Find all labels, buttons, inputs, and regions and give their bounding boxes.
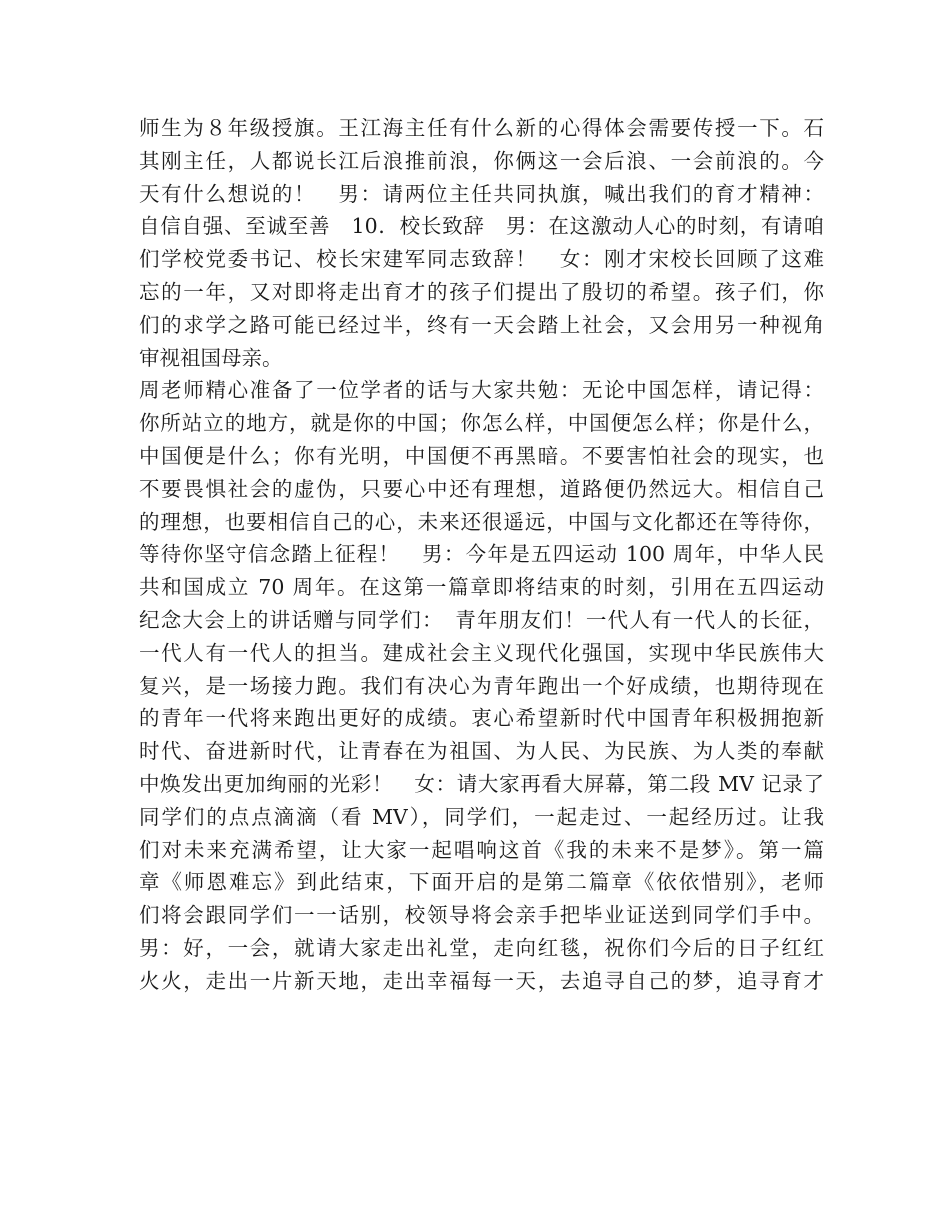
text-line: 审视祖国母亲。 — [139, 345, 283, 370]
text-line: 们的求学之路可能已经过半，终有一天会踏上社会，又会用另一种视角 — [139, 312, 824, 337]
text-line: 忘的一年，又对即将走出育才的孩子们提出了殷切的希望。孩子们，你 — [139, 279, 824, 304]
text-line: 火火，走出一片新天地，走出幸福每一天，去追寻自己的梦，追寻育才 — [139, 968, 824, 993]
text-line: 们将会跟同学们一一话别，校领导将会亲手把毕业证送到同学们手中。 — [139, 903, 824, 928]
text-line: 时代、奋进新时代，让青春在为祖国、为人民、为民族、为人类的奉献 — [139, 739, 824, 764]
text-line: 中焕发出更加绚丽的光彩！ 女：请大家再看大屏幕，第二段 MV 记录了 — [139, 771, 824, 796]
text-line: 中国便是什么；你有光明，中国便不再黑暗。不要害怕社会的现实，也 — [139, 443, 824, 468]
text-line: 们对未来充满希望，让大家一起唱响这首《我的未来不是梦》。第一篇 — [139, 837, 824, 862]
text-line: 男：好，一会，就请大家走出礼堂，走向红毯，祝你们今后的日子红红 — [139, 935, 824, 960]
text-line: 师生为８年级授旗。王江海主任有什么新的心得体会需要传授一下。石 — [139, 116, 824, 140]
text-line: 的青年一代将来跑出更好的成绩。衷心希望新时代中国青年积极拥抱新 — [139, 706, 824, 731]
text-line: 你所站立的地方，就是你的中国；你怎么样，中国便怎么样；你是什么， — [139, 411, 824, 436]
text-line: 自信自强、至诚至善 10．校长致辞 男：在这激动人心的时刻，有请咱 — [139, 214, 824, 239]
text-line: 其刚主任，人都说长江后浪推前浪，你俩这一会后浪、一会前浪的。今 — [139, 148, 824, 173]
text-line: 一代人有一代人的担当。建成社会主义现代化强国，实现中华民族伟大 — [139, 640, 824, 665]
text-line: 的理想，也要相信自己的心，未来还很遥远，中国与文化都还在等待你， — [139, 509, 824, 534]
text-line: 们学校党委书记、校长宋建军同志致辞！ 女：刚才宋校长回顾了这难 — [139, 247, 824, 272]
text-line: 等待你坚守信念踏上征程！ 男：今年是五四运动 100 周年，中华人民 — [139, 542, 824, 567]
text-line: 同学们的点点滴滴（看 MV），同学们，一起走过、一起经历过。让我 — [139, 804, 824, 829]
text-line: 不要畏惧社会的虚伪，只要心中还有理想，道路便仍然远大。相信自己 — [139, 476, 824, 501]
text-line: 章《师恩难忘》到此结束，下面开启的是第二篇章《依依惜别》，老师 — [139, 870, 824, 895]
text-line: 复兴，是一场接力跑。我们有决心为青年跑出一个好成绩，也期待现在 — [139, 673, 824, 698]
text-line: 纪念大会上的讲话赠与同学们： 青年朋友们！一代人有一代人的长征， — [139, 607, 824, 632]
body-text — [139, 112, 824, 998]
text-line: 共和国成立 70 周年。在这第一篇章即将结束的时刻，引用在五四运动 — [139, 575, 824, 600]
text-line: 天有什么想说的！ 男：请两位主任共同执旗，喊出我们的育才精神： — [139, 181, 824, 206]
text-line: 周老师精心准备了一位学者的话与大家共勉：无论中国怎样，请记得： — [139, 378, 824, 403]
